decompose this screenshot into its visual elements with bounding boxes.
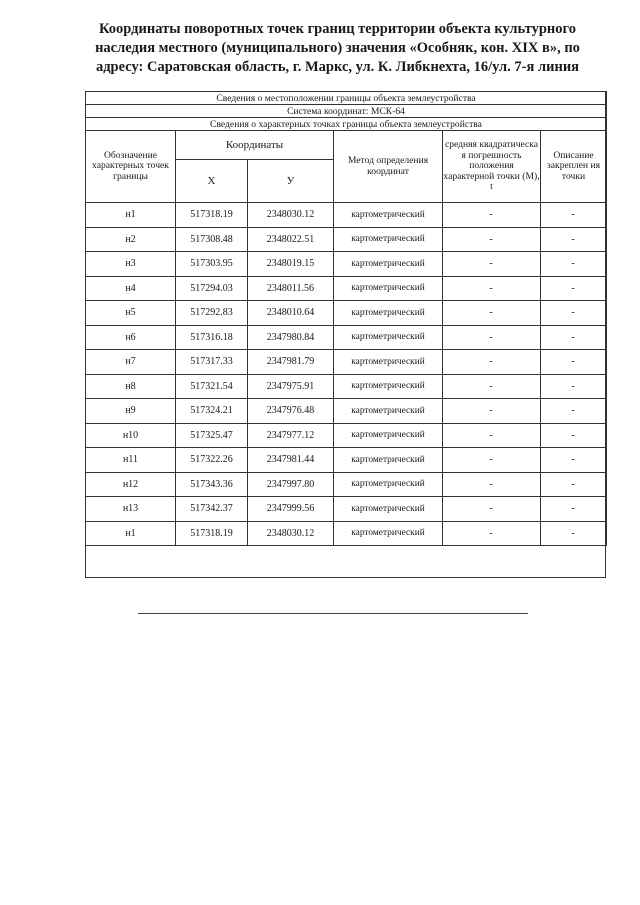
coordinates-table <box>85 91 607 546</box>
cell-point: н10 <box>86 423 176 448</box>
cell-x: 517342.37 <box>176 497 248 522</box>
cell-method: картометрический <box>334 472 443 497</box>
cell-fixing: - <box>541 227 607 252</box>
cell-accuracy: - <box>443 374 541 399</box>
cell-fixing: - <box>541 521 607 546</box>
cell-y: 2348030.12 <box>248 203 334 228</box>
bottom-rule <box>138 613 528 614</box>
cell-point: н3 <box>86 252 176 277</box>
cell-accuracy: - <box>443 325 541 350</box>
cell-fixing: - <box>541 276 607 301</box>
table-row <box>86 399 607 424</box>
cell-fixing: - <box>541 448 607 473</box>
table-row <box>86 472 607 497</box>
cell-point: н7 <box>86 350 176 375</box>
cell-point: н1 <box>86 203 176 228</box>
cell-accuracy: - <box>443 423 541 448</box>
table-row <box>86 521 607 546</box>
header-y: У <box>248 160 334 203</box>
table-row <box>86 497 607 522</box>
info-row-location: Сведения о местоположении границы объекта землеустройства <box>86 92 607 105</box>
cell-x: 517316.18 <box>176 325 248 350</box>
cell-method: картометрический <box>334 350 443 375</box>
cell-accuracy: - <box>443 448 541 473</box>
cell-accuracy: - <box>443 276 541 301</box>
cell-method: картометрический <box>334 203 443 228</box>
cell-y: 2347997.80 <box>248 472 334 497</box>
cell-y: 2348019.15 <box>248 252 334 277</box>
table-row <box>86 301 607 326</box>
cell-accuracy: - <box>443 399 541 424</box>
cell-method: картометрический <box>334 497 443 522</box>
header-coordinates: Координаты <box>176 131 334 160</box>
cell-point: н12 <box>86 472 176 497</box>
cell-method: картометрический <box>334 325 443 350</box>
cell-method: картометрический <box>334 276 443 301</box>
header-accuracy: средняя квадратическа я погрешность положения характерной точки (М), t <box>443 131 541 203</box>
header-fixing: Описание закреплен ия точки <box>541 131 607 203</box>
table-row <box>86 423 607 448</box>
cell-point: н1 <box>86 521 176 546</box>
header-point: Обозначение характерных точек границы <box>86 131 176 203</box>
table-row <box>86 252 607 277</box>
table-row <box>86 448 607 473</box>
cell-fixing: - <box>541 423 607 448</box>
cell-fixing: - <box>541 252 607 277</box>
cell-accuracy: - <box>443 472 541 497</box>
cell-x: 517343.36 <box>176 472 248 497</box>
cell-point: н2 <box>86 227 176 252</box>
table-row <box>86 325 607 350</box>
cell-accuracy: - <box>443 227 541 252</box>
cell-accuracy: - <box>443 203 541 228</box>
cell-method: картометрический <box>334 227 443 252</box>
cell-accuracy: - <box>443 497 541 522</box>
cell-y: 2347975.91 <box>248 374 334 399</box>
table-row <box>86 374 607 399</box>
cell-fixing: - <box>541 350 607 375</box>
cell-point: н9 <box>86 399 176 424</box>
cell-point: н11 <box>86 448 176 473</box>
cell-method: картометрический <box>334 399 443 424</box>
cell-y: 2347999.56 <box>248 497 334 522</box>
cell-x: 517317.33 <box>176 350 248 375</box>
cell-y: 2348010.64 <box>248 301 334 326</box>
cell-method: картометрический <box>334 521 443 546</box>
cell-point: н4 <box>86 276 176 301</box>
cell-method: картометрический <box>334 301 443 326</box>
document-title: Координаты поворотных точек границ территории объекта культурного наследия местного (муниципального) значения «Особняк, кон. XIX в», по адресу: Саратовская область, г. Маркс, ул. К. Либкнехта, 16/ул. 7-я линия <box>95 21 580 75</box>
cell-fixing: - <box>541 203 607 228</box>
cell-x: 517321.54 <box>176 374 248 399</box>
cell-point: н13 <box>86 497 176 522</box>
cell-method: картометрический <box>334 423 443 448</box>
info-row-coordinate-system: Система координат: МСК-64 <box>86 105 607 118</box>
cell-x: 517308.48 <box>176 227 248 252</box>
cell-y: 2348011.56 <box>248 276 334 301</box>
cell-fixing: - <box>541 374 607 399</box>
cell-x: 517318.19 <box>176 521 248 546</box>
cell-x: 517318.19 <box>176 203 248 228</box>
cell-y: 2347977.12 <box>248 423 334 448</box>
header-x: Х <box>176 160 248 203</box>
cell-fixing: - <box>541 497 607 522</box>
cell-y: 2347976.48 <box>248 399 334 424</box>
cell-y: 2348030.12 <box>248 521 334 546</box>
table-row <box>86 276 607 301</box>
cell-y: 2348022.51 <box>248 227 334 252</box>
cell-x: 517322.26 <box>176 448 248 473</box>
header-method: Метод определения координат <box>334 131 443 203</box>
table-row <box>86 203 607 228</box>
table-row <box>86 227 607 252</box>
table-row <box>86 350 607 375</box>
cell-y: 2347980.84 <box>248 325 334 350</box>
cell-x: 517303.95 <box>176 252 248 277</box>
cell-x: 517292.83 <box>176 301 248 326</box>
cell-x: 517324.21 <box>176 399 248 424</box>
cell-point: н5 <box>86 301 176 326</box>
cell-fixing: - <box>541 301 607 326</box>
info-row-points: Сведения о характерных точках границы объекта землеустройства <box>86 118 607 131</box>
cell-point: н8 <box>86 374 176 399</box>
cell-y: 2347981.44 <box>248 448 334 473</box>
cell-fixing: - <box>541 325 607 350</box>
cell-accuracy: - <box>443 301 541 326</box>
cell-method: картометрический <box>334 252 443 277</box>
cell-accuracy: - <box>443 350 541 375</box>
cell-x: 517294.03 <box>176 276 248 301</box>
cell-accuracy: - <box>443 252 541 277</box>
cell-accuracy: - <box>443 521 541 546</box>
cell-method: картометрический <box>334 374 443 399</box>
cell-x: 517325.47 <box>176 423 248 448</box>
cell-y: 2347981.79 <box>248 350 334 375</box>
cell-fixing: - <box>541 399 607 424</box>
cell-point: н6 <box>86 325 176 350</box>
cell-method: картометрический <box>334 448 443 473</box>
cell-fixing: - <box>541 472 607 497</box>
